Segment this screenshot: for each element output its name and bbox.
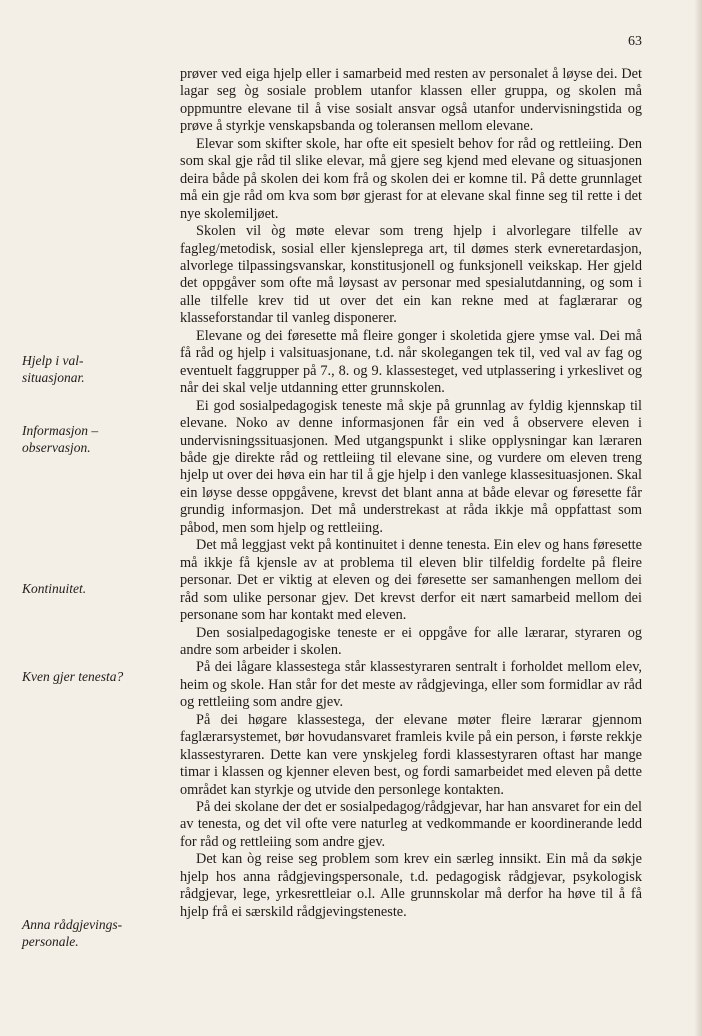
- paragraph: Ei god sosialpedagogisk teneste må skje på grunnlag av fyldig kjennskap til elevane. Noko av denne informasjonen får ein ved å observere eleven i undervisningssituasjonen. Med utgangspunkt i slike opplysningar kan læraren både gje direkte råd og rettleiing til elevane sine, og vurdere om eleven treng hjelp ut over dei høva ein har til å gje hjelp i den vanlege klassesituasjonen. Skal ein løyse desse oppgåvene, krevst det blant anna at både elevar og føresette får grundig informasjon. Det må understrekast at råda ikkje må oppfattast som påbod, men som hjelp og rettleiing.: [180, 397, 642, 536]
- paragraph: Skolen vil òg møte elevar som treng hjelp i alvorlegare tilfelle av fagleg/metodisk, sosial eller kjenslepregа art, til dømes sterk evneretardasjon, alvorlege tilpassingsvanskar, konstitusjonell og funksjonell veikskap. Her gjeld det oppgåver som ofte må løysast av personar med spesialutdanning, og som i alle tilfelle krev tid ut over det ein kan rekne med at faglærarar og klasseforstandar til vanleg disponerer.: [180, 223, 642, 327]
- margin-note-informasjon-observasjon: [22, 422, 152, 456]
- margin-note-kontinuitet: [22, 580, 152, 597]
- margin-note-text: Kontinuitet.: [22, 581, 87, 596]
- paragraph: På dei høgare klassestega, der elevane møter fleire lærarar gjennom faglærarsystemet, bør hovudansvaret framleis kvile på ein person, i første rekkje klassestyraren. Dette kan vere ynskjeleg fordi klassestyraren oftast har mange timar i klassen og kjenner eleven best, og fordi samarbeidet med eleven på dette området kan styrkje og utvide den personlege kontakten.: [180, 711, 642, 798]
- page-number: 63: [628, 34, 642, 49]
- paragraph: Elevar som skifter skole, har ofte eit spesielt behov for råd og rettleiing. Den som skal gje råd til slike elevar, må gjere seg kjend med elevane og situasjonen deira både på skolen dei kom frå og skolen dei er komne til. På dette grunnlaget må ein gje råd om kva som bør gjerast for at elevane skal finne seg til rette i det nye skolemiljøet.: [180, 135, 642, 222]
- paragraph: Det kan òg reise seg problem som krev ein særleg innsikt. Ein må da søkje hjelp hos anna rådgjevingspersonale, t.d. pedagogisk rådgjevar, psykologisk rådgjevar, lege, yrkesrettleiar o.l. Alle grunnskolar må derfor ha høve til å få hjelp frå ei særskild rådgjevingsteneste.: [180, 851, 642, 920]
- paragraph: På dei lågare klassestega står klassestyraren sentralt i forholdet mellom elev, heim og skole. Han står for det meste av rådgjevinga, eller som formidlar av råd og rettleiing som andre gjev.: [180, 659, 642, 711]
- paragraph: På dei skolane der det er sosialpedagog/rådgjevar, har han ansvaret for ein del av tenesta, og det vil ofte vere naturleg at vedkommande er koordinerande ledd for råd og rettleiing som andre gjev.: [180, 799, 642, 850]
- margin-note-kven-gjer-tenesta: [22, 668, 152, 685]
- body-text: [180, 66, 642, 921]
- margin-note-text: Anna rådgjevings- personale.: [22, 917, 123, 949]
- margin-note-text: Kven gjer tenesta?: [22, 669, 124, 684]
- paragraph: prøver ved eiga hjelp eller i samarbeid med resten av personalet å løyse dei. Det lagar seg òg sosiale problem utanfor klassen eller gruppa, og skolen må oppmuntre elevane til å vise sosialt ansvar også utanfor undervisningstida og prøve å styrkje venskapsbanda og toleransen mellom elevane.: [180, 66, 642, 135]
- margin-note-anna-radgjevingspersonale: [22, 916, 152, 950]
- margin-note-hjelp-i-valsituasjonar: [22, 352, 152, 386]
- margin-note-text: Hjelp i val- situasjonar.: [22, 353, 85, 385]
- paragraph: Den sosialpedagogiske teneste er ei oppgåve for alle lærarar, styraren og andre som arbeider i skolen.: [180, 624, 642, 658]
- paragraph: Elevane og dei føresette må fleire gonger i skoletida gjere ymse val. Dei må få råd og hjelp i valsituasjonane, t.d. når skolegangen tek til, ved val av fag og eventuelt faggrupper på 7., 8. og 9. klassesteget, ved utplassering i yrkeslivet og når dei skal velje utdanning etter grunnskolen.: [180, 327, 642, 397]
- page-edge-shadow: [694, 0, 702, 1036]
- margin-note-text: Informasjon – observasjon.: [22, 423, 99, 455]
- paragraph: Det må leggjast vekt på kontinuitet i denne tenesta. Ein elev og hans føresette må ikkje få kjensle av at problema til eleven blir tilfeldig fordelte på fleire personar. Det er viktig at eleven og dei føresette ser samanhengen mellom dei råd som ulike personar gjev. Det krevst derfor eit nært samarbeid mellom dei personane som har kontakt med eleven.: [180, 537, 642, 624]
